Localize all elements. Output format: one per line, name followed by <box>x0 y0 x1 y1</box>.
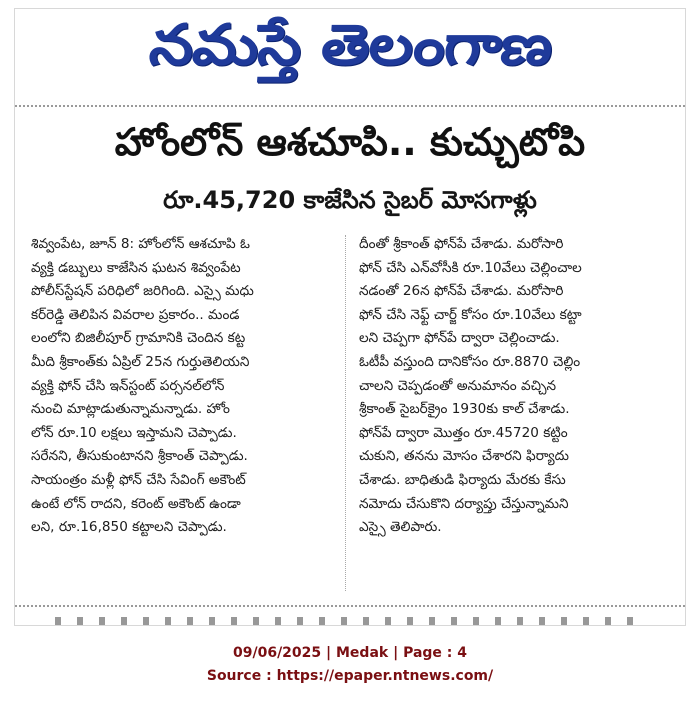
article-line: నడంతో 26న ఫోన్‌పే చేశాడు. మరోసారి <box>359 283 564 300</box>
article-line: శివ్వంపేట, జూన్ 8: హోంలోన్ ఆశచూపి ఓ <box>31 236 250 252</box>
footer-source-line: Source : https://epaper.ntnews.com/ <box>206 668 494 684</box>
article-line: కర్‌రెడ్డి తెలిపిన వివరాల ప్రకారం.. మండ <box>31 306 240 323</box>
article-line: శ్రీకాంత్ సైబర్‌క్రైం 1930కు కాల్ చేశాడు. <box>359 401 570 418</box>
article-line: ఓటీపీ వస్తుంది దానికోసం రూ.8870 చెల్లిం <box>359 353 581 370</box>
article-line: ఉంటే లోన్ రాదని, కరెంట్ అకౌంట్ ఉండా <box>31 495 241 512</box>
column-divider <box>345 235 346 591</box>
article-line: చేశాడు. బాధితుడి ఫిర్యాదు మేరకు కేసు <box>359 471 566 488</box>
article-line: వ్యక్తి ఫోన్ చేసి ఇన్‌స్టంట్ పర్సనల్‌లోన్ <box>31 377 225 394</box>
article-line: మీది శ్రీకాంత్‌కు ఏప్రిల్ 25న గుర్తుతెలియని <box>31 353 250 370</box>
article-line: నుంచి మాట్లాడుతున్నామన్నాడు. హోం <box>31 401 230 418</box>
article-line: ఫోన్ చేసి నెఫ్ట్ చార్జ్ కోసం రూ.10వేలు కట్టా <box>359 306 582 323</box>
masthead <box>15 9 685 101</box>
article-line: చుకుని, తనను మోసం చేశారని ఫిర్యాదు <box>359 448 569 465</box>
article-line: ఫోన్‌పే ద్వారా మొత్తం రూ.45720 కట్టిం <box>359 424 568 441</box>
footer-date-line: 09/06/2025 | Medak | Page : 4 <box>232 645 468 661</box>
article-subheadline: రూ.45,720 కాజేసిన సైబర్ మోసగాళ్లు <box>163 186 537 214</box>
article-line: పోలీస్‌స్టేషన్ పరిధిలో జరిగింది. ఎస్సై మధు <box>31 283 254 300</box>
article-headline: హోంలోన్ ఆశచూపి.. కుచ్చుటోపి <box>114 120 586 164</box>
article-line: సాయంత్రం మళ్లీ ఫోన్ చేసి సేవింగ్ అకౌంట్ <box>31 471 246 488</box>
article-line: సరేనని, తీసుకుంటానని శ్రీకాంత్ చెప్పాడు. <box>31 448 248 465</box>
article-column-left <box>31 233 329 540</box>
article-line: లని, రూ.16,850 కట్టాలని చెప్పాడు. <box>31 519 227 536</box>
article-line: వ్యక్తి డబ్బులు కాజేసిన ఘటన శివ్వంపేట <box>31 259 241 276</box>
article-line: లని చెప్పగా ఫోన్‌పే ద్వారా చెల్లించాడు. <box>359 330 560 347</box>
article-line: ఫోన్ చేసి ఎన్‌వోసీకి రూ.10వేలు చెల్లించాల <box>359 259 582 276</box>
newspaper-clipping <box>14 8 686 626</box>
article-line: ఎస్సై తెలిపారు. <box>359 519 442 536</box>
masthead-title: నమస్తే తెలంగాణ <box>146 13 554 78</box>
divider-top <box>15 105 685 107</box>
article-line: లంలోని బిజిలీపూర్ గ్రామానికి చెందిన కట్ట <box>31 330 246 347</box>
article-column-right <box>359 233 657 540</box>
divider-bottom <box>15 605 685 607</box>
article-line: చాలని చెప్పడంతో అనుమానం వచ్చిన <box>359 377 557 394</box>
article-line: లోన్ రూ.10 లక్షలు ఇస్తామని చెప్పాడు. <box>31 424 237 441</box>
article-line: దీంతో శ్రీకాంత్ ఫోన్‌పే చేశాడు. మరోసారి <box>359 236 564 252</box>
article-line: నమోదు చేసుకొని దర్యాప్తు చేస్తున్నామని <box>359 495 569 512</box>
clipped-next-headline <box>55 617 645 626</box>
